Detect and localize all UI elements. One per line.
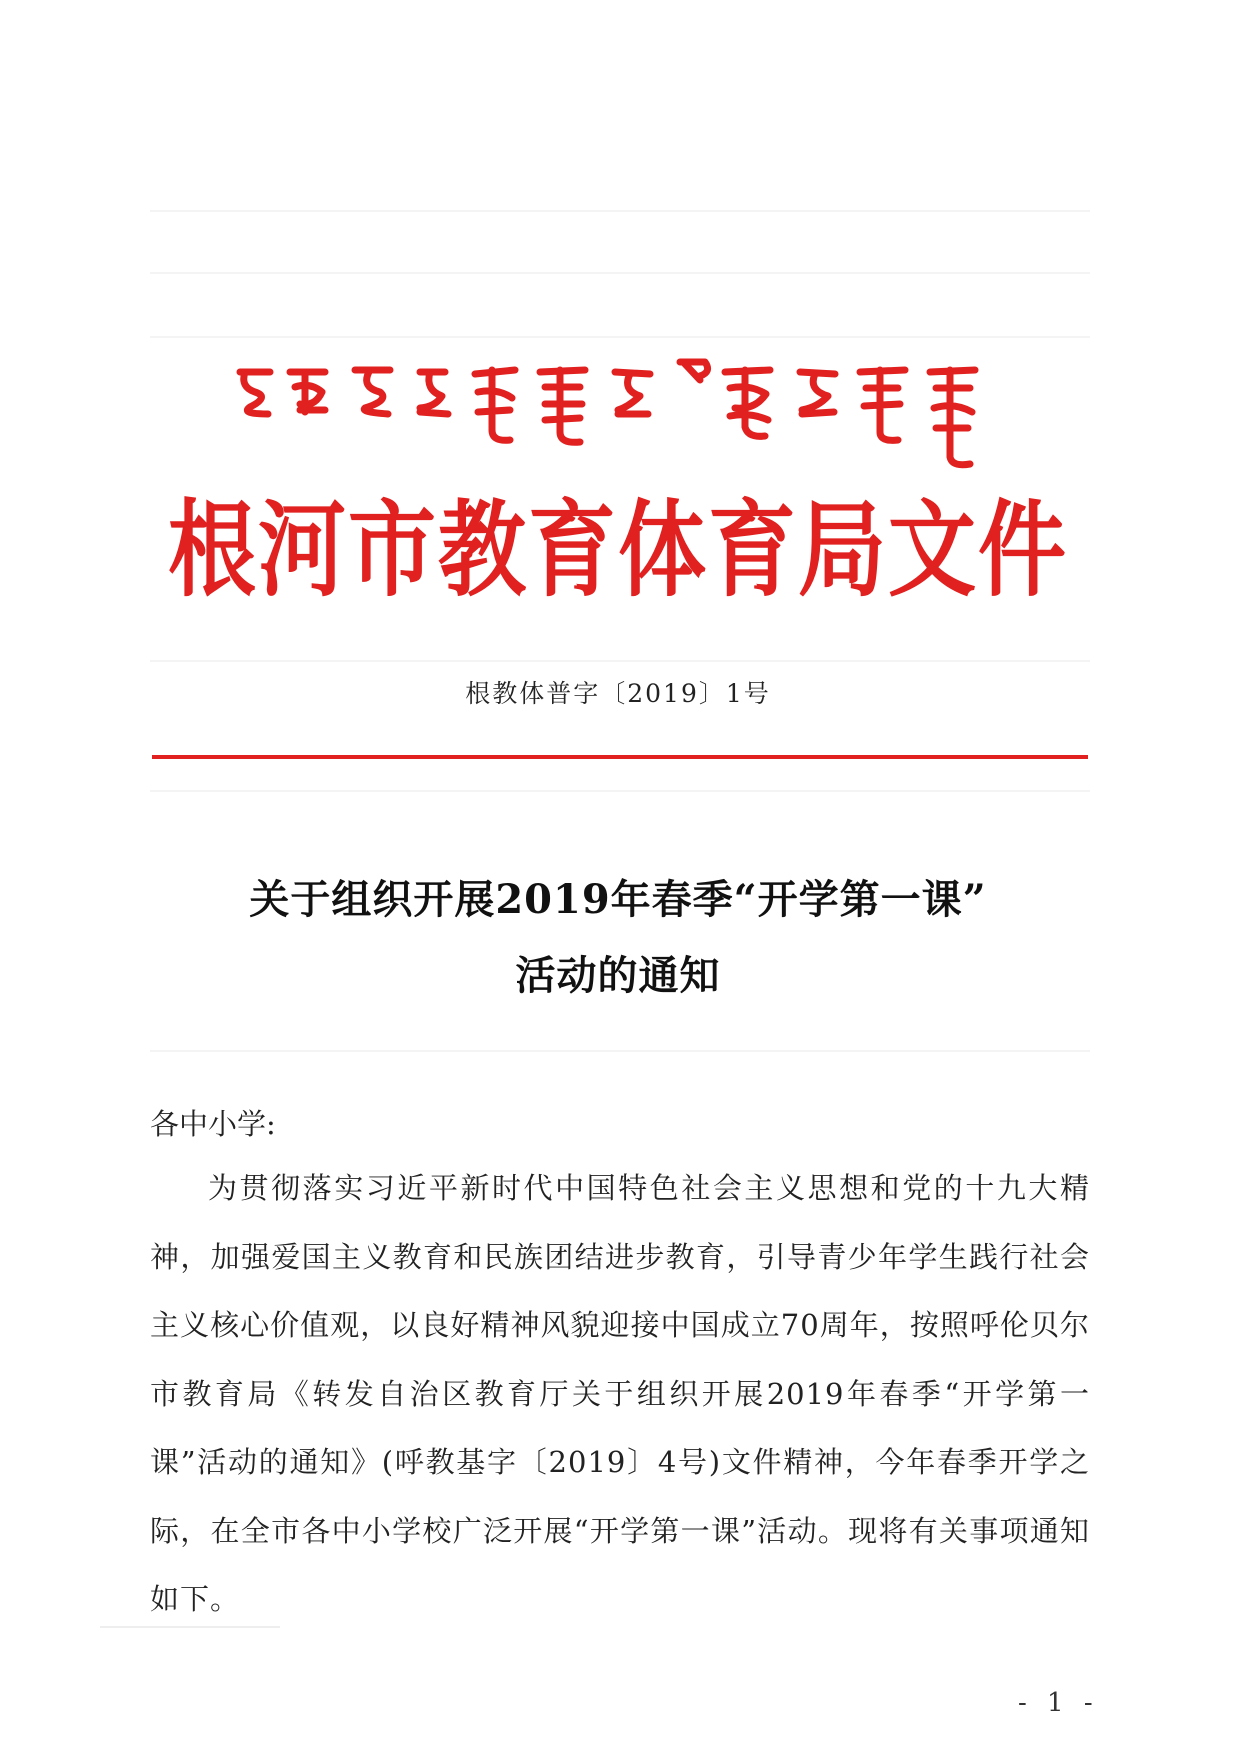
scan-texture-line: [150, 660, 1090, 662]
scan-texture-line: [100, 1626, 280, 1628]
scan-texture-line: [150, 210, 1090, 212]
notice-title-line-1: 关于组织开展2019年春季“开学第一课”: [249, 876, 987, 923]
mongolian-title-emblem: [230, 352, 1020, 472]
scan-texture-line: [150, 272, 1090, 274]
red-divider: [152, 755, 1088, 759]
notice-title-line-2: 活动的通知: [515, 952, 721, 999]
page-number: - 1 -: [1018, 1688, 1099, 1718]
document-number: 根教体普字〔2019〕1号: [465, 679, 771, 708]
scan-texture-line: [150, 790, 1090, 792]
body-paragraph: 为贯彻落实习近平新时代中国特色社会主义思想和党的十九大精神，加强爱国主义教育和民族团结进步教育，引导青少年学生践行社会主义核心价值观，以良好精神风貌迎接中国成立70周年，按照呼伦贝尔市教育局《转发自治区教育厅关于组织开展2019年春季“开学第一课”活动的通知》(呼教基字〔2019〕4号)文件精神，今年春季开学之际，在全市各中小学校广泛开展“开学第一课”活动。现将有关事项通知如下。: [150, 1171, 1090, 1616]
issuer-title: 根河市教育体育局文件: [167, 489, 1068, 611]
salutation: 各中小学:: [150, 1107, 276, 1141]
scan-texture-line: [150, 336, 1090, 338]
scan-texture-line: [150, 1050, 1090, 1052]
